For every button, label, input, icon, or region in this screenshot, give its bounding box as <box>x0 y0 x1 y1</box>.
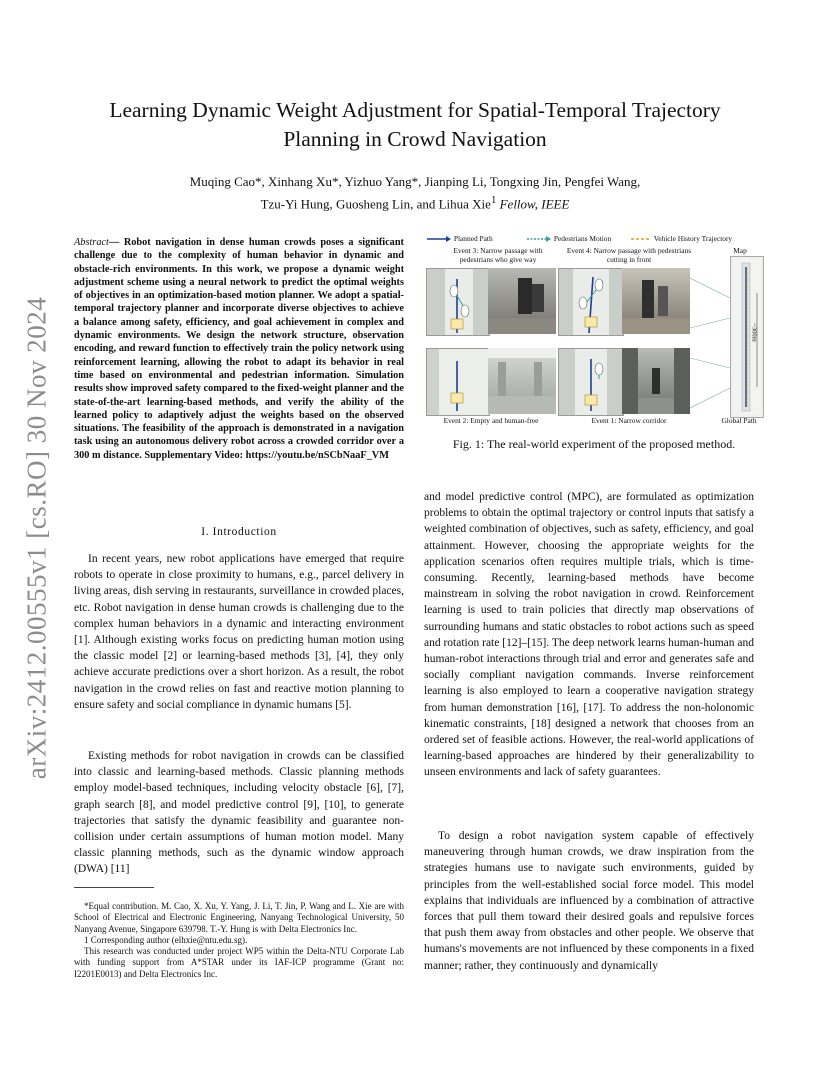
event-2-camera-sketch <box>488 348 556 414</box>
right-paragraph-1: and model predictive control (MPC), are formulated as optimization problems to obtain the optimal trajectory or control inputs that satisfy a weighted combination of objectives, such as safety, efficiency, and goal attainment. However, choosing the appropriate weights for the application scenarios often requires multiple trials, which is time-consuming. Recently, learning-based methods have become mainstream in solving the robot navigation in crowd. Reinforcement learning is used to train policies that directly map observations of surrounding humans and static obstacles to robot actions such as speed and rotation rate [12]–[15]. The deep network learns human-human and human-robot interactions through trial and error and generates safe and socially compliant navigation commands. Inverse reinforcement learning is also employed to learn a cooperative navigation strategy from human demonstration [16], [17]. To address the non-holonomic kinematic constraints, [18] designed a network that chooses from an ordered set of feasible actions. However, the real-world applications of learning-based approaches are hindered by their generalizability to unseen environments and lack of safety guarantees. <box>424 491 754 779</box>
legend-vehicle-label: Vehicle History Trajectory <box>653 234 733 243</box>
event-4-camera-sketch <box>622 268 690 334</box>
event-1-topview-panel <box>558 348 624 416</box>
event-2-topview-panel <box>426 348 490 416</box>
authors-superscript: 1 <box>490 194 497 206</box>
event-3-label: Event 3: Narrow passage with pedestrians who give way <box>453 246 543 264</box>
pedestrian-arrow-icon <box>526 235 552 243</box>
title-line-1: Learning Dynamic Weight Adjustment for Spatial-Temporal Trajectory <box>109 98 721 122</box>
event-3-camera-panel <box>488 268 556 334</box>
abstract-lead: Abstract <box>74 237 109 248</box>
figure-caption: Fig. 1: The real-world experiment of the proposed method. <box>452 437 736 451</box>
footnote-corresponding: 1 Corresponding author (elhxie@ntu.edu.sg). <box>84 934 248 945</box>
global-map-panel <box>730 256 764 418</box>
legend-planned-label: Planned Path <box>453 234 493 243</box>
event-4-topview-sketch <box>559 269 623 335</box>
event-2-label: Event 2: Empty and human-free <box>443 416 539 425</box>
footnote-funding: This research was conducted under project WP5 within the Delta-NTU Corporate Lab with funding support from A*STAR under its IAF-ICP programme (Grant no: I2201E0013) and Delta Electronics Inc. <box>74 946 404 979</box>
figure-connectors <box>690 268 732 418</box>
event-2-camera-panel <box>488 348 556 414</box>
figure-1 <box>424 232 764 432</box>
event-1-topview-sketch <box>559 349 623 415</box>
title-line-2: Planning in Crowd Navigation <box>283 127 547 151</box>
authors-line-2 <box>80 191 750 213</box>
vehicle-trajectory-line-icon <box>630 235 652 243</box>
event-3-topview-sketch <box>427 269 489 335</box>
authors-line-1: Muqing Cao*, Xinhang Xu*, Yizhuo Yang*, Jianping Li, Tongxing Jin, Pengfei Wang, <box>189 174 641 189</box>
legend-vehicle-trajectory <box>630 234 732 243</box>
event-3-camera-sketch <box>488 268 556 334</box>
figure-legend <box>424 232 764 246</box>
footnote-equal-contribution: *Equal contribution. M. Cao, X. Xu, Y. Yang, J. Li, T. Jin, P. Wang and L. Xie are with School of Electrical and Electronic Engineering, Nanyang Technological University, 50 Nanyang Avenue, Singapore 639798. T.-Y. Hung is with Delta Electronics Inc. <box>74 901 404 934</box>
authors-names: Tzu-Yi Hung, Guosheng Lin, and Lihua Xie <box>260 196 491 212</box>
map-distance-label: ~300m <box>750 323 758 342</box>
authors-block <box>80 172 750 213</box>
footnote-rule <box>74 887 154 888</box>
event-4-topview-panel <box>558 268 624 336</box>
event-4-label: Event 4: Narrow passage with pedestrians cutting in front <box>566 246 692 264</box>
global-path-label: Global Path <box>721 416 757 425</box>
global-map-sketch <box>731 257 763 417</box>
event-2-topview-sketch <box>427 349 489 415</box>
abstract <box>74 236 404 462</box>
arxiv-sidebar <box>22 283 52 793</box>
event-1-camera-sketch <box>622 348 690 414</box>
intro-paragraph-1: In recent years, new robot applications have emerged that require robots to operate in close proximity to humans, e.g., parcel delivery in living areas, dish serving in restaurants, surveillance in crowded places, etc. Robot navigation in dense human crowds is challenging due to the complex human behaviors in a dynamic and interacting environment [1]. Although existing works focus on predicting human motion using the classic model [2] or learning-based methods [3], [4], they only achieve accurate predictions over a short horizon. As a result, the robot navigation in the crowd relies on fast and reactive motion planning to ensure safety and social compliance in dynamic humans [5]. <box>74 553 404 711</box>
abstract-body: — Robot navigation in dense human crowds poses a significant challenge due to the complexity of human behavior in dynamic and obstacle-rich environments. In this work, we propose a dynamic weight adjustment scheme using a neural network to predict the optimal weights of objectives in an optimization-based motion planner. We adopt a spatial-temporal trajectory planner and incorporate diverse objectives to achieve a balance among safety, efficiency, and goal achievement in complex and dynamic environments. We design the network structure, observation encoding, and reward function to effectively train the policy network using reinforcement learning, allowing the robot to adapt its behavior in real time based on environmental and pedestrian information. Simulation results show improved safety compared to the fixed-weight planner and the state-of-the-art learning-based methods, and verify the ability of the learned policy to adaptively adjust the weights based on the observed situations. The feasibility of the approach is demonstrated in a navigation task using an autonomous delivery robot across a crowded corridor over a 300 m distance. Supplementary Video: https://youtu.be/nSCbNaaF_VM <box>74 237 404 461</box>
planned-path-arrow-icon <box>426 235 452 243</box>
section-heading-introduction: I. Introduction <box>201 526 277 538</box>
intro-paragraph-2: Existing methods for robot navigation in crowds can be classified into classic and learning-based methods. Classic planning methods employ model-based techniques, including velocity obstacle [6], [7], graph search [8], and model predictive control [9], [10], to generate trajectories that satisfy the dynamic feasibility and guarantee non-collision under certain assumptions of human motion model. Many classic planning methods, such as the dynamic window approach (DWA) [11] <box>74 750 404 876</box>
paper-title <box>70 96 760 154</box>
map-label: Map <box>733 246 747 255</box>
right-paragraph-2: To design a robot navigation system capable of effectively maneuvering through human crowds, we draw inspiration from the strategies humans use to navigate such environments, guided by principles from the well-established social force model. This model explains that individuals are influenced by a combination of attractive forces that pull them toward their desired goals and repulsive forces that push them away from obstacles and other people. We observe that humans's movements are not influenced by these components in a fixed manner; rather, they continuously and dynamically <box>424 830 754 972</box>
legend-planned-path <box>426 234 493 243</box>
footnotes <box>74 895 404 980</box>
legend-pedestrians-motion <box>526 234 611 243</box>
authors-fellow: Fellow, IEEE <box>499 196 570 212</box>
event-1-camera-panel <box>622 348 690 414</box>
event-1-label: Event 1: Narrow corridor <box>591 416 667 425</box>
event-4-camera-panel <box>622 268 690 334</box>
event-3-topview-panel <box>426 268 490 336</box>
legend-pedestrians-label: Pedestrians Motion <box>553 234 612 243</box>
arxiv-id: arXiv:2412.00555v1 [cs.RO] 30 Nov 2024 <box>21 296 52 780</box>
